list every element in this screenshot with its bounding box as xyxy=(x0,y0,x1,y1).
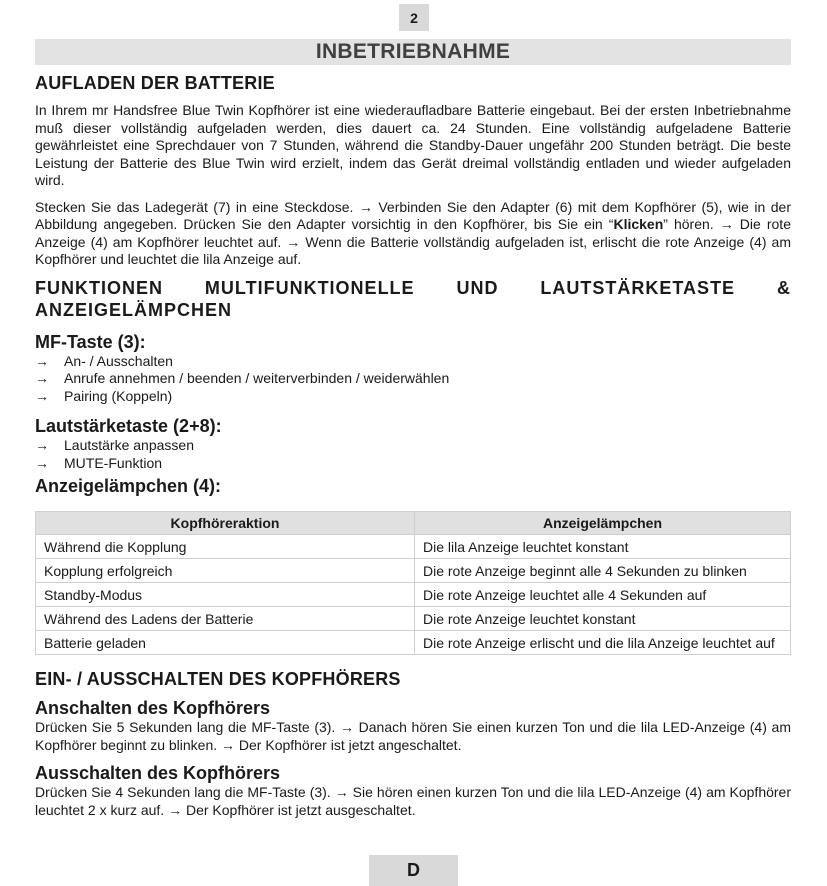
list-item-text: MUTE-Funktion xyxy=(64,454,163,471)
page-number: 2 xyxy=(399,4,429,31)
battery-paragraph-1: In Ihrem mr Handsfree Blue Twin Kopfhörer ist eine wiederaufladbare Batterie eingebaut. Bei der ersten Inbetriebnahme muß dieser vollständig aufgeladen werden, dies dauert ca. 24 Stunden. Eine vollständig aufgeladene Batterie gewährleistet eine Sprechdauer von 7 Stunden, während die Standby-Dauer ungefähr 200 Stunden beträgt. Die beste Leistung der Batterie des Blue Twin wird erzielt, indem das Gerät dreimal vollständig entladen und wieder aufgeladen wird. xyxy=(35,102,791,188)
battery-paragraph-2 xyxy=(35,199,791,269)
table-row xyxy=(36,535,791,559)
list-item-text: Pairing (Koppeln) xyxy=(64,387,173,404)
table-cell: Die rote Anzeige beginnt alle 4 Sekunden zu blinken xyxy=(415,559,791,583)
language-label: D xyxy=(369,855,458,886)
table-cell: Standby-Modus xyxy=(36,583,415,607)
list-item xyxy=(35,455,791,473)
table-cell: Die rote Anzeige erlischt und die lila Anzeige leuchtet auf xyxy=(415,631,791,655)
arrow-right-icon: → xyxy=(35,437,49,453)
functions-heading-word: MULTIFUNKTIONELLE xyxy=(204,277,415,298)
table-cell: Während des Ladens der Batterie xyxy=(36,607,415,631)
table-header-cell: Kopfhöreraktion xyxy=(36,512,415,535)
on-off-heading: EIN- / AUSSCHALTEN DES KOPFHÖRERS xyxy=(35,669,401,689)
mf-button-heading: MF-Taste (3): xyxy=(35,331,146,352)
functions-heading-word: & xyxy=(777,277,791,298)
arrow-right-icon: → xyxy=(35,454,49,471)
list-item xyxy=(35,370,791,388)
indicator-table xyxy=(35,511,791,655)
page-title: INBETRIEBNAHME xyxy=(35,39,791,65)
switch-on-heading: Anschalten des Kopfhörers xyxy=(35,698,271,718)
functions-heading-line2: ANZEIGELÄMPCHEN xyxy=(35,300,233,320)
table-cell: Die rote Anzeige leuchtet alle 4 Sekunden auf xyxy=(415,583,791,607)
arrow-right-icon: → xyxy=(35,387,49,404)
list-item-text: Anrufe annehmen / beenden / weiterverbinden / weiderwählen xyxy=(64,370,450,386)
indicator-heading: Anzeigelämpchen (4): xyxy=(35,476,222,496)
battery-heading: AUFLADEN DER BATTERIE xyxy=(35,73,275,93)
functions-heading-word: LAUTSTÄRKETASTE xyxy=(540,277,736,298)
table-cell: Die lila Anzeige leuchtet konstant xyxy=(415,535,791,559)
table-row xyxy=(36,631,791,655)
arrow-right-icon: → xyxy=(35,370,49,386)
list-item xyxy=(35,353,791,371)
functions-heading-word: UND xyxy=(456,277,499,298)
table-header-cell: Anzeigelämpchen xyxy=(415,512,791,535)
table-row xyxy=(36,559,791,583)
list-item-text: An- / Ausschalten xyxy=(64,352,173,369)
table-row xyxy=(36,583,791,607)
volume-button-list xyxy=(35,437,791,472)
arrow-right-icon: → xyxy=(35,352,49,369)
table-cell: Während die Kopplung xyxy=(36,535,415,559)
document-content xyxy=(35,70,791,819)
switch-on-text: Drücken Sie 5 Sekunden lang die MF-Taste (3). → Danach hören Sie einen kurzen Ton und die lila LED-Anzeige (4) am Kopfhörer beginnt zu blinken. → Der Kopfhörer ist jetzt angeschaltet. xyxy=(35,719,791,753)
switch-off-text: Drücken Sie 4 Sekunden lang die MF-Taste (3). → Sie hören einen kurzen Ton und die lila LED-Anzeige (4) am Kopfhörer leuchtet 2 x kurz auf. → Der Kopfhörer ist jetzt ausgeschaltet. xyxy=(35,784,791,818)
battery-paragraph-2-text-a: Stecken Sie das Ladegerät (7) in eine Steckdose. → Verbinden Sie den Adapter (6) mit dem Kopfhörer (5), wie in der Abbildung angegeben. Drücken Sie den Adapter vorsichtig in den Kopfhörer, bis Sie ein “ xyxy=(35,198,791,232)
volume-button-heading: Lautstärketaste (2+8): xyxy=(35,416,222,436)
table-cell: Batterie geladen xyxy=(36,631,415,655)
battery-paragraph-2-bold: Klicken xyxy=(613,216,664,232)
functions-heading xyxy=(35,277,791,322)
list-item-text: Lautstärke anpassen xyxy=(64,437,194,453)
table-cell: Kopplung erfolgreich xyxy=(36,559,415,583)
list-item xyxy=(35,388,791,406)
switch-off-heading: Ausschalten des Kopfhörers xyxy=(35,763,281,783)
functions-heading-word: FUNKTIONEN xyxy=(35,277,163,298)
list-item xyxy=(35,437,791,455)
battery-paragraph-2-text-b: ” hören. → Die rote Anzeige (4) am Kopfhörer leuchtet auf. → Wenn die Batterie vollständig aufgeladen ist, erlischt die rote Anzeige (4) am Kopfhörer und leuchtet die lila Anzeige auf. xyxy=(35,216,791,267)
table-header-row xyxy=(36,512,791,535)
table-cell: Die rote Anzeige leuchtet konstant xyxy=(415,607,791,631)
table-row xyxy=(36,607,791,631)
mf-button-list xyxy=(35,353,791,406)
